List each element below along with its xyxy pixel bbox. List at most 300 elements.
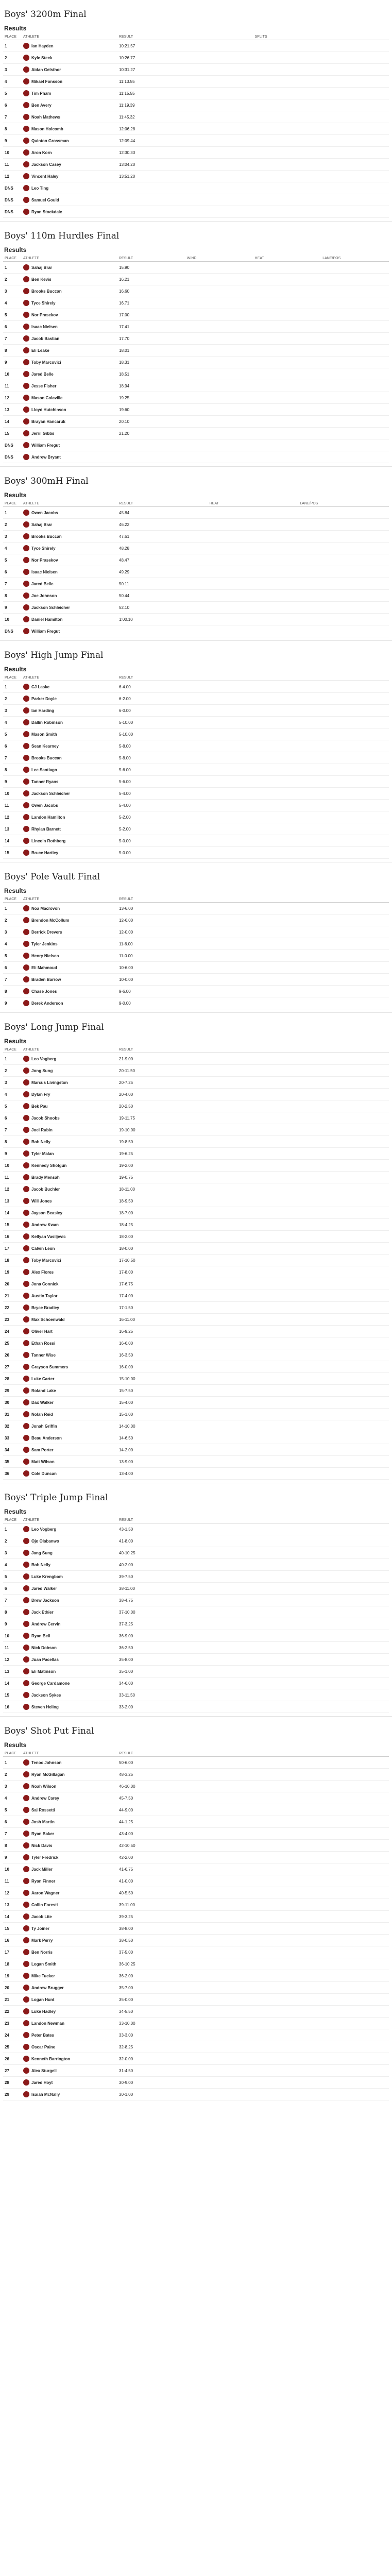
athlete-info xyxy=(31,1388,56,1393)
athlete-avatar xyxy=(23,905,29,911)
result-mark: 5-10.00 xyxy=(117,717,389,728)
column-header: RESULT xyxy=(117,34,253,40)
athlete-name-link[interactable]: Mikael Fonsson xyxy=(31,79,63,84)
athlete-avatar xyxy=(23,1257,29,1263)
athlete-name-link[interactable]: Brendon McCollum xyxy=(31,918,70,923)
athlete-cell xyxy=(22,1595,117,1606)
athlete-cell xyxy=(22,1547,117,1559)
athlete-name-link[interactable]: Tyler Malan xyxy=(31,1151,54,1156)
athlete-name-link[interactable]: Bob Nelly xyxy=(31,1562,50,1567)
result-mark: 19.60 xyxy=(117,404,185,416)
athlete-name-link[interactable]: Tyler Jenkins xyxy=(31,941,58,946)
athlete-name-link[interactable]: William Fregut xyxy=(31,443,60,448)
athlete-name-link[interactable]: Collin Foresti xyxy=(31,1902,58,1907)
athlete-name-link[interactable]: Andrew Brugger xyxy=(31,1985,64,1990)
athlete-name-link[interactable]: Rhylan Barnett xyxy=(31,826,61,832)
athlete-avatar xyxy=(23,616,29,622)
athlete-name-link[interactable]: Kenneth Barrington xyxy=(31,2056,71,2061)
place-cell: 32 xyxy=(3,1420,22,1432)
place-cell: 14 xyxy=(3,1677,22,1689)
athlete-name-link[interactable]: Ty Joiner xyxy=(31,1926,49,1931)
result-row xyxy=(3,752,389,764)
athlete-name-link[interactable]: Jared Belle xyxy=(31,581,54,586)
athlete-cell xyxy=(22,1172,117,1183)
athlete-name-link[interactable]: Tenoc Johnson xyxy=(31,1760,62,1765)
results-header-row xyxy=(3,34,389,40)
athlete-name-link[interactable]: Ryan McGillagan xyxy=(31,1772,65,1777)
athlete-name-link[interactable]: Jona Connick xyxy=(31,1281,59,1286)
athlete-name-link[interactable]: Alex Flores xyxy=(31,1269,54,1275)
athlete-avatar xyxy=(23,1376,29,1382)
athlete-avatar xyxy=(23,1150,29,1157)
result-row xyxy=(3,1160,389,1172)
athlete-name-link[interactable]: Jonah Griffin xyxy=(31,1423,57,1429)
empty-cell xyxy=(253,88,389,99)
column-header: PLACE xyxy=(3,1751,22,1757)
result-row xyxy=(3,1456,389,1468)
athlete-name-link[interactable]: Jacob Buchler xyxy=(31,1187,60,1192)
empty-cell xyxy=(185,321,253,333)
result-mark: 41-8.00 xyxy=(117,1535,389,1547)
column-header: RESULT xyxy=(117,256,185,262)
event-title: Boys' Triple Jump Final xyxy=(4,1493,108,1503)
result-mark: 10-0.00 xyxy=(117,974,389,986)
athlete-name-link[interactable]: Jesse Fisher xyxy=(31,383,57,388)
athlete-avatar xyxy=(23,1597,29,1603)
athlete-name-link[interactable]: Juan Pacellas xyxy=(31,1657,59,1662)
place-cell: 18 xyxy=(3,1255,22,1266)
athlete-name-link[interactable]: Sahaj Brar xyxy=(31,522,53,527)
athlete-name-link[interactable]: Jared Hoyt xyxy=(31,2080,53,2085)
athlete-cell xyxy=(22,99,117,111)
athlete-cell xyxy=(22,1852,117,1863)
athlete-name-link[interactable]: Sal Rossetti xyxy=(31,1807,55,1812)
athlete-name-link[interactable]: Noa Macrovon xyxy=(31,906,60,911)
place-cell: 5 xyxy=(3,728,22,740)
athlete-avatar xyxy=(23,850,29,856)
result-row xyxy=(3,1231,389,1243)
athlete-name-link[interactable]: Jacob Bastian xyxy=(31,336,60,341)
athlete-name-link[interactable]: Eli Mahmoud xyxy=(31,965,57,970)
athlete-name-link[interactable]: Jack Miller xyxy=(31,1867,53,1872)
place-cell: 4 xyxy=(3,297,22,309)
result-mark: 43-4.00 xyxy=(117,1828,389,1840)
athlete-info xyxy=(31,1471,57,1476)
result-row xyxy=(3,333,389,345)
athlete-info xyxy=(31,511,58,515)
athlete-name-link[interactable]: Nor Prasekov xyxy=(31,312,58,317)
athlete-name-link[interactable]: Nick Dobson xyxy=(31,1645,57,1650)
athlete-name-link[interactable]: Henry Nielsen xyxy=(31,953,59,958)
athlete-avatar xyxy=(23,2067,29,2074)
result-row xyxy=(3,1666,389,1677)
result-mark: 43-1.50 xyxy=(117,1523,389,1535)
athlete-avatar xyxy=(23,276,29,282)
results-heading: Results xyxy=(4,25,27,32)
athlete-name-link[interactable]: Mark Perry xyxy=(31,1938,53,1943)
place-cell: 10 xyxy=(3,147,22,159)
athlete-name-link[interactable]: Andrew Bryant xyxy=(31,454,61,460)
place-cell: 6 xyxy=(3,321,22,333)
empty-cell xyxy=(185,428,253,439)
athlete-name-link[interactable]: Alex Sturgell xyxy=(31,2068,57,2073)
athlete-name-link[interactable]: William Fregut xyxy=(31,629,60,634)
athlete-name-link[interactable]: Toby Marcovici xyxy=(31,1258,61,1263)
place-cell: 12 xyxy=(3,811,22,823)
athlete-name-link[interactable]: Luke Hadley xyxy=(31,2009,56,2014)
athlete-name-link[interactable]: Noah Mathews xyxy=(31,114,61,120)
athlete-name-link[interactable]: Jacob Lite xyxy=(31,1914,52,1919)
athlete-name-link[interactable]: Dax Walker xyxy=(31,1400,54,1405)
athlete-name-link[interactable]: Joe Johnson xyxy=(31,593,57,598)
athlete-name-link[interactable]: Luke Carter xyxy=(31,1376,55,1381)
athlete-avatar xyxy=(23,1328,29,1334)
athlete-name-link[interactable]: Eli Leake xyxy=(31,348,49,353)
athlete-name-link[interactable]: Chase Jones xyxy=(31,989,57,994)
athlete-name-link[interactable]: Mason Holcomb xyxy=(31,126,63,131)
column-header: ATHLETE xyxy=(22,34,117,40)
athlete-name-link[interactable]: Max Schoenwald xyxy=(31,1317,65,1322)
place-cell: 4 xyxy=(3,717,22,728)
athlete-name-link[interactable]: Joel Rubin xyxy=(31,1127,53,1132)
athlete-info xyxy=(31,534,62,539)
athlete-name-link[interactable]: Toby Marcovici xyxy=(31,360,61,365)
athlete-name-link[interactable]: Jared Walker xyxy=(31,1586,57,1591)
athlete-name-link[interactable]: Owen Jacobs xyxy=(31,510,58,515)
athlete-name-link[interactable]: Calvin Leon xyxy=(31,1246,55,1251)
athlete-name-link[interactable]: Leo Ting xyxy=(31,185,49,191)
athlete-name-link[interactable]: Ethan Rossi xyxy=(31,1341,56,1346)
result-mark: 9-6.00 xyxy=(117,986,389,997)
athlete-name-link[interactable]: Beau Anderson xyxy=(31,1435,62,1440)
athlete-name-link[interactable]: Lincoln Rothberg xyxy=(31,838,66,843)
athlete-info xyxy=(31,1705,59,1709)
athlete-info xyxy=(31,629,60,634)
athlete-name-link[interactable]: Andrew Kwan xyxy=(31,1222,59,1227)
result-mark: 38-11.00 xyxy=(117,1583,389,1595)
athlete-name-link[interactable]: Parker Doyle xyxy=(31,696,57,701)
athlete-name-link[interactable]: Ben Kevis xyxy=(31,277,52,282)
column-header: PLACE xyxy=(3,1517,22,1523)
athlete-name-link[interactable]: Andrew Carey xyxy=(31,1795,59,1801)
athlete-name-link[interactable]: Jang Sung xyxy=(31,1550,53,1555)
athlete-name-link[interactable]: Ian Harding xyxy=(31,708,55,713)
result-row xyxy=(3,1444,389,1456)
athlete-name-link[interactable]: Bob Nelly xyxy=(31,1139,50,1144)
athlete-name-link[interactable]: Ben Avery xyxy=(31,103,52,108)
athlete-name-link[interactable]: Derek Anderson xyxy=(31,1001,63,1006)
athlete-cell xyxy=(22,1757,117,1769)
athlete-name-link[interactable]: Jackson Casey xyxy=(31,162,61,167)
athlete-name-link[interactable]: Landon Newman xyxy=(31,2021,65,2026)
athlete-name-link[interactable]: Owen Jacobs xyxy=(31,803,58,808)
athlete-name-link[interactable]: Kennedy Shotgun xyxy=(31,1163,67,1168)
place-cell: 13 xyxy=(3,823,22,835)
athlete-name-link[interactable]: Ryan Baker xyxy=(31,1831,55,1836)
athlete-name-link[interactable]: Brooks Buccan xyxy=(31,289,62,294)
athlete-cell xyxy=(22,1397,117,1409)
athlete-name-link[interactable]: Eli Matinson xyxy=(31,1669,56,1674)
athlete-name-link[interactable]: Braden Barrow xyxy=(31,977,61,982)
athlete-name-link[interactable]: Logan Smith xyxy=(31,1961,57,1967)
result-row xyxy=(3,1148,389,1160)
column-header: RESULT xyxy=(117,501,208,507)
athlete-avatar xyxy=(23,1633,29,1639)
athlete-name-link[interactable]: Jack Ethier xyxy=(31,1609,54,1615)
athlete-name-link[interactable]: Nolan Reid xyxy=(31,1412,53,1417)
athlete-name-link[interactable]: Brooks Buccan xyxy=(31,755,62,760)
athlete-cell xyxy=(22,1183,117,1195)
empty-cell xyxy=(321,439,389,451)
empty-cell xyxy=(208,519,299,531)
place-cell: 31 xyxy=(3,1409,22,1420)
empty-cell xyxy=(298,625,389,637)
athlete-info xyxy=(31,67,61,72)
place-cell: 15 xyxy=(3,1689,22,1701)
athlete-name-link[interactable]: Isaac Nielsen xyxy=(31,324,58,329)
athlete-name-link[interactable]: Matt Wilson xyxy=(31,1459,55,1464)
athlete-cell xyxy=(22,1314,117,1326)
athlete-info xyxy=(31,685,49,689)
place-cell: 27 xyxy=(3,2065,22,2077)
athlete-name-link[interactable]: Quinton Grossman xyxy=(31,138,69,143)
athlete-name-link[interactable]: Ryan Bell xyxy=(31,1633,50,1638)
athlete-cell xyxy=(22,1100,117,1112)
athlete-cell xyxy=(22,1266,117,1278)
result-mark: 12:06.28 xyxy=(117,123,253,135)
athlete-name-link[interactable]: Brooks Buccan xyxy=(31,534,62,539)
athlete-name-link[interactable]: Drew Jackson xyxy=(31,1598,59,1603)
athlete-name-link[interactable]: Austin Taylor xyxy=(31,1293,58,1298)
athlete-avatar xyxy=(23,778,29,785)
athlete-info xyxy=(31,1270,54,1275)
athlete-name-link[interactable]: Josh Martin xyxy=(31,1819,55,1824)
empty-cell xyxy=(321,357,389,368)
athlete-info xyxy=(31,1104,48,1109)
athlete-name-link[interactable]: Jackson Schleicher xyxy=(31,791,70,796)
athlete-name-link[interactable]: Aaron Wagner xyxy=(31,1890,60,1895)
athlete-name-link[interactable]: Mike Tucker xyxy=(31,1973,55,1978)
athlete-info xyxy=(31,1001,63,1006)
athlete-name-link[interactable]: Mason Colaville xyxy=(31,395,63,400)
athlete-name-link[interactable]: Steven Heling xyxy=(31,1704,59,1709)
athlete-name-link[interactable]: Sam Porter xyxy=(31,1447,54,1452)
place-cell: 2 xyxy=(3,1065,22,1077)
athlete-name-link[interactable]: Brayan Hancaruk xyxy=(31,419,65,424)
place-cell: DNS xyxy=(3,625,22,637)
athlete-avatar xyxy=(23,1609,29,1615)
place-cell: 2 xyxy=(3,274,22,285)
athlete-name-link[interactable]: Tyce Shirely xyxy=(31,546,56,551)
result-row xyxy=(3,111,389,123)
result-mark: 11:15.55 xyxy=(117,88,253,99)
result-mark: 13-4.00 xyxy=(117,1468,389,1480)
empty-cell xyxy=(208,507,299,519)
athlete-name-link[interactable]: Bek Pau xyxy=(31,1104,48,1109)
athlete-cell xyxy=(22,2029,117,2041)
athlete-name-link[interactable]: Ian Hayden xyxy=(31,43,54,48)
athlete-name-link[interactable]: Cole Duncan xyxy=(31,1471,57,1476)
athlete-avatar xyxy=(23,288,29,294)
athlete-name-link[interactable]: Andrew Cervin xyxy=(31,1621,61,1626)
athlete-name-link[interactable]: Bruce Hartley xyxy=(31,850,59,855)
athlete-name-link[interactable]: Isaac Nielsen xyxy=(31,569,58,574)
result-row xyxy=(3,1535,389,1547)
athlete-avatar xyxy=(23,510,29,516)
athlete-cell xyxy=(22,357,117,368)
athlete-name-link[interactable]: Tanner Ryans xyxy=(31,779,59,784)
result-mark: 35-0.00 xyxy=(117,1994,389,2006)
athlete-info xyxy=(31,839,65,843)
athlete-info xyxy=(31,1598,59,1603)
athlete-avatar xyxy=(23,1645,29,1651)
place-cell: 11 xyxy=(3,1172,22,1183)
athlete-name-link[interactable]: Jong Sung xyxy=(31,1068,53,1073)
athlete-name-link[interactable]: Leo Vogberg xyxy=(31,1527,57,1532)
column-header: ATHLETE xyxy=(22,675,117,681)
event-section xyxy=(0,221,392,466)
athlete-name-link[interactable]: Ryan Stockdale xyxy=(31,209,62,214)
result-row xyxy=(3,1701,389,1713)
athlete-name-link[interactable]: Will Jones xyxy=(31,1198,52,1204)
empty-cell xyxy=(253,262,321,274)
event-title: Boys' 300mH Final xyxy=(4,476,89,486)
athlete-cell xyxy=(22,578,117,590)
athlete-info xyxy=(31,419,65,424)
athlete-name-link[interactable]: Peter Bates xyxy=(31,2032,55,2038)
athlete-name-link[interactable]: Dallin Robinson xyxy=(31,720,63,725)
athlete-avatar xyxy=(23,581,29,587)
result-row xyxy=(3,1468,389,1480)
athlete-name-link[interactable]: Grayson Summers xyxy=(31,1364,69,1369)
athlete-name-link[interactable]: Lee Santiago xyxy=(31,767,57,772)
result-row xyxy=(3,64,389,76)
athlete-name-link[interactable]: Jayson Beasley xyxy=(31,1210,63,1215)
athlete-name-link[interactable]: Tyce Shirely xyxy=(31,300,56,306)
athlete-info xyxy=(31,1772,64,1777)
athlete-name-link[interactable]: Bryce Bradley xyxy=(31,1305,59,1310)
result-row xyxy=(3,1840,389,1852)
athlete-name-link[interactable]: Tanner Wise xyxy=(31,1352,56,1358)
empty-cell xyxy=(208,614,299,625)
event-section xyxy=(0,640,392,862)
empty-cell xyxy=(321,345,389,357)
athlete-cell xyxy=(22,554,117,566)
athlete-info xyxy=(31,594,57,598)
athlete-name-link[interactable]: Landon Hamilton xyxy=(31,815,65,820)
athlete-name-link[interactable]: Kellyan Vasiljevic xyxy=(31,1234,66,1239)
athlete-name-link[interactable]: Lloyd Hutchinson xyxy=(31,407,66,412)
place-cell: DNS xyxy=(3,451,22,463)
place-cell: 35 xyxy=(3,1456,22,1468)
athlete-name-link[interactable]: Dylan Fry xyxy=(31,1092,50,1097)
athlete-name-link[interactable]: George Cardamone xyxy=(31,1681,70,1686)
athlete-name-link[interactable]: Isaiah McNally xyxy=(31,2092,60,2097)
athlete-name-link[interactable]: Roland Lake xyxy=(31,1388,56,1393)
athlete-info xyxy=(31,162,61,167)
result-mark: 16.71 xyxy=(117,297,185,309)
event-title: Boys' 110m Hurdles Final xyxy=(4,231,120,241)
athlete-name-link[interactable]: Samuel Gould xyxy=(31,197,59,202)
athlete-name-link[interactable]: Oliver Hart xyxy=(31,1329,53,1334)
athlete-name-link[interactable]: Jackson Schleicher xyxy=(31,605,70,610)
athlete-name-link[interactable]: Aidan Gelsthor xyxy=(31,67,61,72)
results-table xyxy=(3,1751,389,2100)
athlete-cell xyxy=(22,135,117,147)
place-cell: 13 xyxy=(3,1666,22,1677)
results-table-body xyxy=(3,681,389,859)
athlete-name-link[interactable]: Derrick Drevers xyxy=(31,929,62,935)
result-mark: 30-1.00 xyxy=(117,2089,389,2100)
event-title: Boys' Long Jump Final xyxy=(4,1022,104,1032)
athlete-cell xyxy=(22,625,117,637)
athlete-name-link[interactable]: Daniel Hamilton xyxy=(31,617,63,622)
result-row xyxy=(3,1207,389,1219)
athlete-cell xyxy=(22,1701,117,1713)
athlete-name-link[interactable]: Tim Pham xyxy=(31,91,52,96)
result-mark: 13-9.00 xyxy=(117,1456,389,1468)
athlete-name-link[interactable]: Sahaj Brar xyxy=(31,265,53,270)
result-mark: 20-2.50 xyxy=(117,1100,389,1112)
athlete-cell xyxy=(22,380,117,392)
place-cell: 24 xyxy=(3,1326,22,1337)
athlete-name-link[interactable]: Oscar Paine xyxy=(31,2044,56,2049)
place-cell: 2 xyxy=(3,914,22,926)
athlete-name-link[interactable]: Jerril Gibbs xyxy=(31,431,55,436)
athlete-name-link[interactable]: Ben Norris xyxy=(31,1950,53,1955)
empty-cell xyxy=(253,309,321,321)
athlete-name-link[interactable]: Nor Prasekov xyxy=(31,557,58,563)
athlete-name-link[interactable]: Jackson Sykes xyxy=(31,1692,61,1698)
result-row xyxy=(3,1337,389,1349)
athlete-avatar xyxy=(23,1186,29,1192)
place-cell: 12 xyxy=(3,1183,22,1195)
result-row xyxy=(3,823,389,835)
place-cell: 3 xyxy=(3,1077,22,1089)
athlete-avatar xyxy=(23,1423,29,1429)
athlete-name-link[interactable]: Luke Krengbom xyxy=(31,1574,63,1579)
athlete-name-link[interactable]: Aron Korn xyxy=(31,150,52,155)
athlete-cell xyxy=(22,297,117,309)
empty-cell xyxy=(298,554,389,566)
athlete-name-link[interactable]: Kyle Steck xyxy=(31,55,53,60)
athlete-name-link[interactable]: Nick Davis xyxy=(31,1843,53,1848)
athlete-name-link[interactable]: Logan Hunt xyxy=(31,1997,55,2002)
athlete-name-link[interactable]: Vincent Haley xyxy=(31,174,59,179)
place-cell: 8 xyxy=(3,764,22,776)
result-mark: 31-4.50 xyxy=(117,2065,389,2077)
athlete-name-link[interactable]: CJ Laske xyxy=(31,684,50,689)
athlete-avatar xyxy=(23,1067,29,1074)
athlete-name-link[interactable]: Marcus Livingston xyxy=(31,1080,68,1085)
athlete-name-link[interactable]: Tyler Fredrick xyxy=(31,1855,59,1860)
athlete-name-link[interactable]: Jared Belle xyxy=(31,371,54,377)
empty-cell xyxy=(321,428,389,439)
athlete-name-link[interactable]: Jacob Shoobs xyxy=(31,1115,60,1121)
athlete-name-link[interactable]: Sean Kearney xyxy=(31,743,59,749)
athlete-cell xyxy=(22,1456,117,1468)
athlete-info xyxy=(31,1140,50,1144)
athlete-name-link[interactable]: Brady Mensah xyxy=(31,1175,60,1180)
athlete-avatar xyxy=(23,324,29,330)
athlete-name-link[interactable]: Leo Vogberg xyxy=(31,1056,57,1061)
athlete-avatar xyxy=(23,802,29,808)
athlete-name-link[interactable]: Noah Wilson xyxy=(31,1784,57,1789)
athlete-name-link[interactable]: Mason Smith xyxy=(31,732,57,737)
athlete-name-link[interactable]: Ryan Finner xyxy=(31,1878,56,1884)
athlete-name-link[interactable]: Ojo Olabanwo xyxy=(31,1538,59,1544)
athlete-info xyxy=(31,139,69,143)
